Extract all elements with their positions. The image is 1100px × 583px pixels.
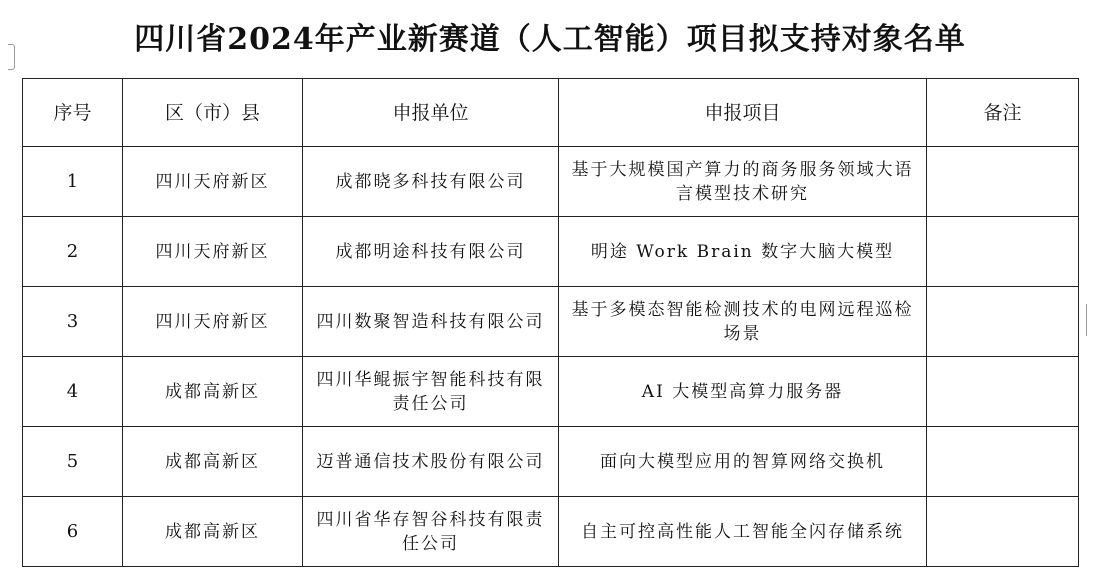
row-note (927, 427, 1079, 497)
row-index: 3 (23, 287, 123, 357)
header-note: 备注 (927, 79, 1079, 147)
row-project: 基于多模态智能检测技术的电网远程巡检场景 (559, 287, 927, 357)
row-project: 面向大模型应用的智算网络交换机 (559, 427, 927, 497)
table-row (23, 357, 1079, 427)
row-note (927, 147, 1079, 217)
row-district: 四川天府新区 (123, 147, 303, 217)
row-district: 成都高新区 (123, 357, 303, 427)
row-project: 明途 Work Brain 数字大脑大模型 (559, 217, 927, 287)
row-project: AI 大模型高算力服务器 (559, 357, 927, 427)
document-title: 四川省2024年产业新赛道（人工智能）项目拟支持对象名单 (134, 22, 966, 57)
row-note (927, 357, 1079, 427)
row-note (927, 287, 1079, 357)
row-index: 5 (23, 427, 123, 497)
row-index: 4 (23, 357, 123, 427)
header-index: 序号 (23, 79, 123, 147)
row-district: 成都高新区 (123, 497, 303, 567)
header-project: 申报项目 (559, 79, 927, 147)
row-company: 四川数聚智造科技有限公司 (303, 287, 559, 357)
header-company: 申报单位 (303, 79, 559, 147)
row-project: 基于大规模国产算力的商务服务领域大语言模型技术研究 (559, 147, 927, 217)
row-index: 2 (23, 217, 123, 287)
table-header-row (23, 79, 1079, 147)
table-row (23, 497, 1079, 567)
table-row (23, 217, 1079, 287)
margin-line-mark (1086, 304, 1087, 336)
table-row (23, 287, 1079, 357)
row-note (927, 217, 1079, 287)
row-company: 成都晓多科技有限公司 (303, 147, 559, 217)
row-company: 成都明途科技有限公司 (303, 217, 559, 287)
row-company: 迈普通信技术股份有限公司 (303, 427, 559, 497)
row-index: 1 (23, 147, 123, 217)
row-company: 四川省华存智谷科技有限责任公司 (303, 497, 559, 567)
row-index: 6 (23, 497, 123, 567)
row-note (927, 497, 1079, 567)
row-project: 自主可控高性能人工智能全闪存储系统 (559, 497, 927, 567)
table-row (23, 427, 1079, 497)
row-district: 成都高新区 (123, 427, 303, 497)
header-district: 区（市）县 (123, 79, 303, 147)
candidate-list-table (22, 78, 1079, 567)
row-district: 四川天府新区 (123, 287, 303, 357)
table-row (23, 147, 1079, 217)
row-district: 四川天府新区 (123, 217, 303, 287)
row-company: 四川华鲲振宇智能科技有限责任公司 (303, 357, 559, 427)
